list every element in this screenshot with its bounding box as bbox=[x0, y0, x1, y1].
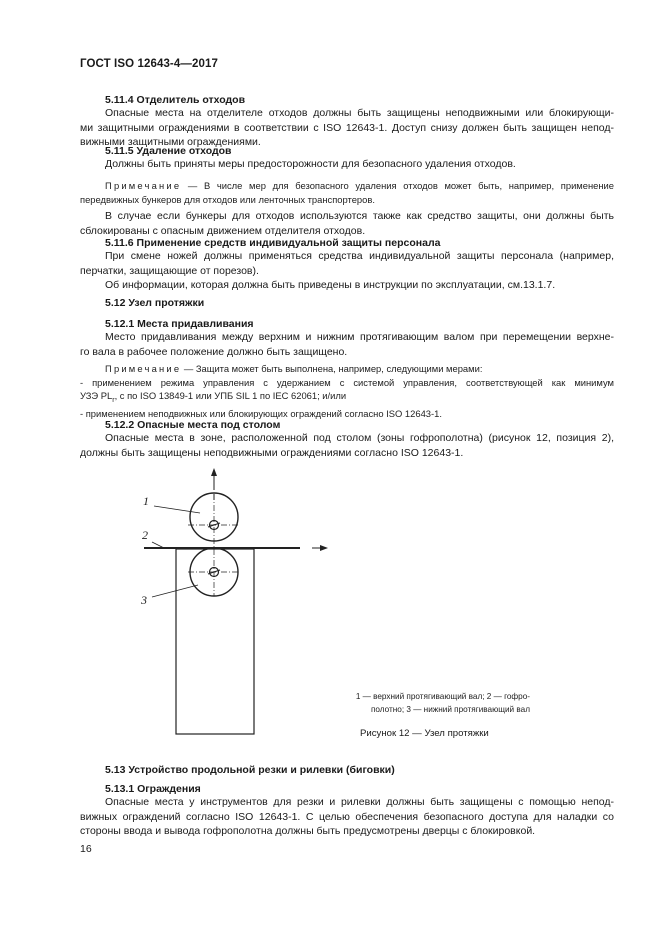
label-2: 2 bbox=[142, 528, 148, 542]
text-line: сблокированы с опасным движением отделителя отходов. bbox=[80, 224, 366, 237]
section-5-13-1-text bbox=[80, 795, 614, 839]
figure-12 bbox=[130, 466, 340, 751]
note-text: - применением режима управления с удержанием с системой управления, соответствующей как минимум bbox=[80, 376, 614, 388]
section-5-11-5-note bbox=[80, 179, 614, 206]
text-line: Опасные места у инструментов для резки и рилевки должны быть защищены с помощью непод- bbox=[105, 796, 614, 808]
section-5-12-2-text bbox=[80, 431, 614, 460]
text-line: го вала в рабочее положение должно быть защищено. bbox=[80, 345, 348, 358]
section-5-12-title: 5.12 Узел протяжки bbox=[105, 297, 205, 309]
section-5-11-4-title: 5.11.4 Отделитель отходов bbox=[105, 94, 246, 106]
note-text: — Защита может быть выполнена, например, следующими мерами: bbox=[181, 363, 483, 374]
text-line: В случае если бункеры для отходов используются также как средство защиты, они должны быть bbox=[105, 210, 614, 222]
text-line: стороны ввода и вывода гофрополотна должны быть предусмотрены дверцы с блокировкой. bbox=[80, 825, 536, 838]
text-line: вижными защитными ограждениями. bbox=[80, 136, 261, 149]
section-5-13-title: 5.13 Устройство продольной резки и рилевки (биговки) bbox=[105, 764, 395, 776]
text-line: Опасные места в зоне, расположенной под столом (зоны гофрополотна) (рисунок 12, позиция 2), bbox=[105, 432, 614, 444]
text-line: Опасные места на отделителе отходов должны быть защищены неподвижными или блокирующи- bbox=[105, 107, 614, 119]
section-5-12-1-text bbox=[80, 330, 614, 359]
page-number: 16 bbox=[80, 843, 92, 855]
section-5-11-4-text bbox=[80, 106, 614, 150]
text-line: должны быть защищены неподвижными ограждениями согласно ISO 12643-1. bbox=[80, 446, 464, 459]
note-text: передвижных бункеров для отходов или ленточных транспортеров. bbox=[80, 193, 375, 205]
figure-legend bbox=[320, 690, 530, 716]
section-5-12-2-title: 5.12.2 Опасные места под столом bbox=[105, 419, 281, 431]
figure-caption: Рисунок 12 — Узел протяжки bbox=[360, 728, 489, 739]
label-3: 3 bbox=[141, 593, 147, 607]
section-5-11-5-text bbox=[80, 157, 614, 172]
label-1: 1 bbox=[143, 494, 149, 508]
section-5-11-5-after bbox=[80, 209, 614, 238]
text-line: Место придавливания между верхним и нижним протягивающим валом при перемещении верхне- bbox=[105, 331, 614, 343]
pull-unit-diagram bbox=[130, 466, 340, 746]
direction-arrow bbox=[320, 545, 328, 551]
section-5-13-1-title: 5.13.1 Ограждения bbox=[105, 783, 201, 795]
legend-line: 1 — верхний протягивающий вал; 2 — гофро- bbox=[355, 692, 530, 701]
text-line: Должны быть приняты меры предосторожности для безопасного удаления отходов. bbox=[105, 158, 516, 170]
pl-subscript: r bbox=[112, 396, 115, 404]
note-text: , с по ISO 13849-1 или УПБ SIL 1 по IEC 62061; и/или bbox=[114, 390, 347, 401]
section-5-12-1-note bbox=[80, 362, 614, 421]
note-text: — В числе мер для безопасного удаления отходов может быть, например, применение bbox=[181, 180, 614, 191]
section-5-11-6-text bbox=[80, 249, 614, 293]
text-line: вижных ограждений согласно ISO 12643-1. С целью обеспечения безопасного доступа для наладки со bbox=[80, 810, 614, 823]
document-header: ГОСТ ISO 12643-4—2017 bbox=[80, 58, 218, 70]
note-label: Примечание bbox=[105, 180, 182, 191]
legend-line: полотно; 3 — нижний протягивающий вал bbox=[370, 705, 530, 714]
text-line: При смене ножей должны применяться средства индивидуальной защиты персонала (например, bbox=[105, 250, 614, 262]
arrow-head-up bbox=[211, 468, 217, 476]
note-text: УЗЭ PL bbox=[80, 390, 113, 401]
note-text: - применением неподвижных или блокирующих ограждений согласно ISO 12643-1. bbox=[80, 408, 442, 420]
section-5-12-1-title: 5.12.1 Места придавливания bbox=[105, 318, 254, 330]
section-5-11-6-title: 5.11.6 Применение средств индивидуальной защиты персонала bbox=[105, 237, 441, 249]
note-label: Примечание bbox=[105, 363, 182, 374]
text-line: ми защитными ограждениями в соответствии с ISO 12643-1. Доступ снизу должен быть защищен непод- bbox=[80, 121, 614, 134]
text-line: Об информации, которая должна быть приведены в инструкции по эксплуатации, см.13.1.7. bbox=[105, 279, 556, 292]
text-line: перчатки, защищающие от порезов). bbox=[80, 264, 259, 277]
section-5-11-5-title: 5.11.5 Удаление отходов bbox=[105, 145, 232, 157]
